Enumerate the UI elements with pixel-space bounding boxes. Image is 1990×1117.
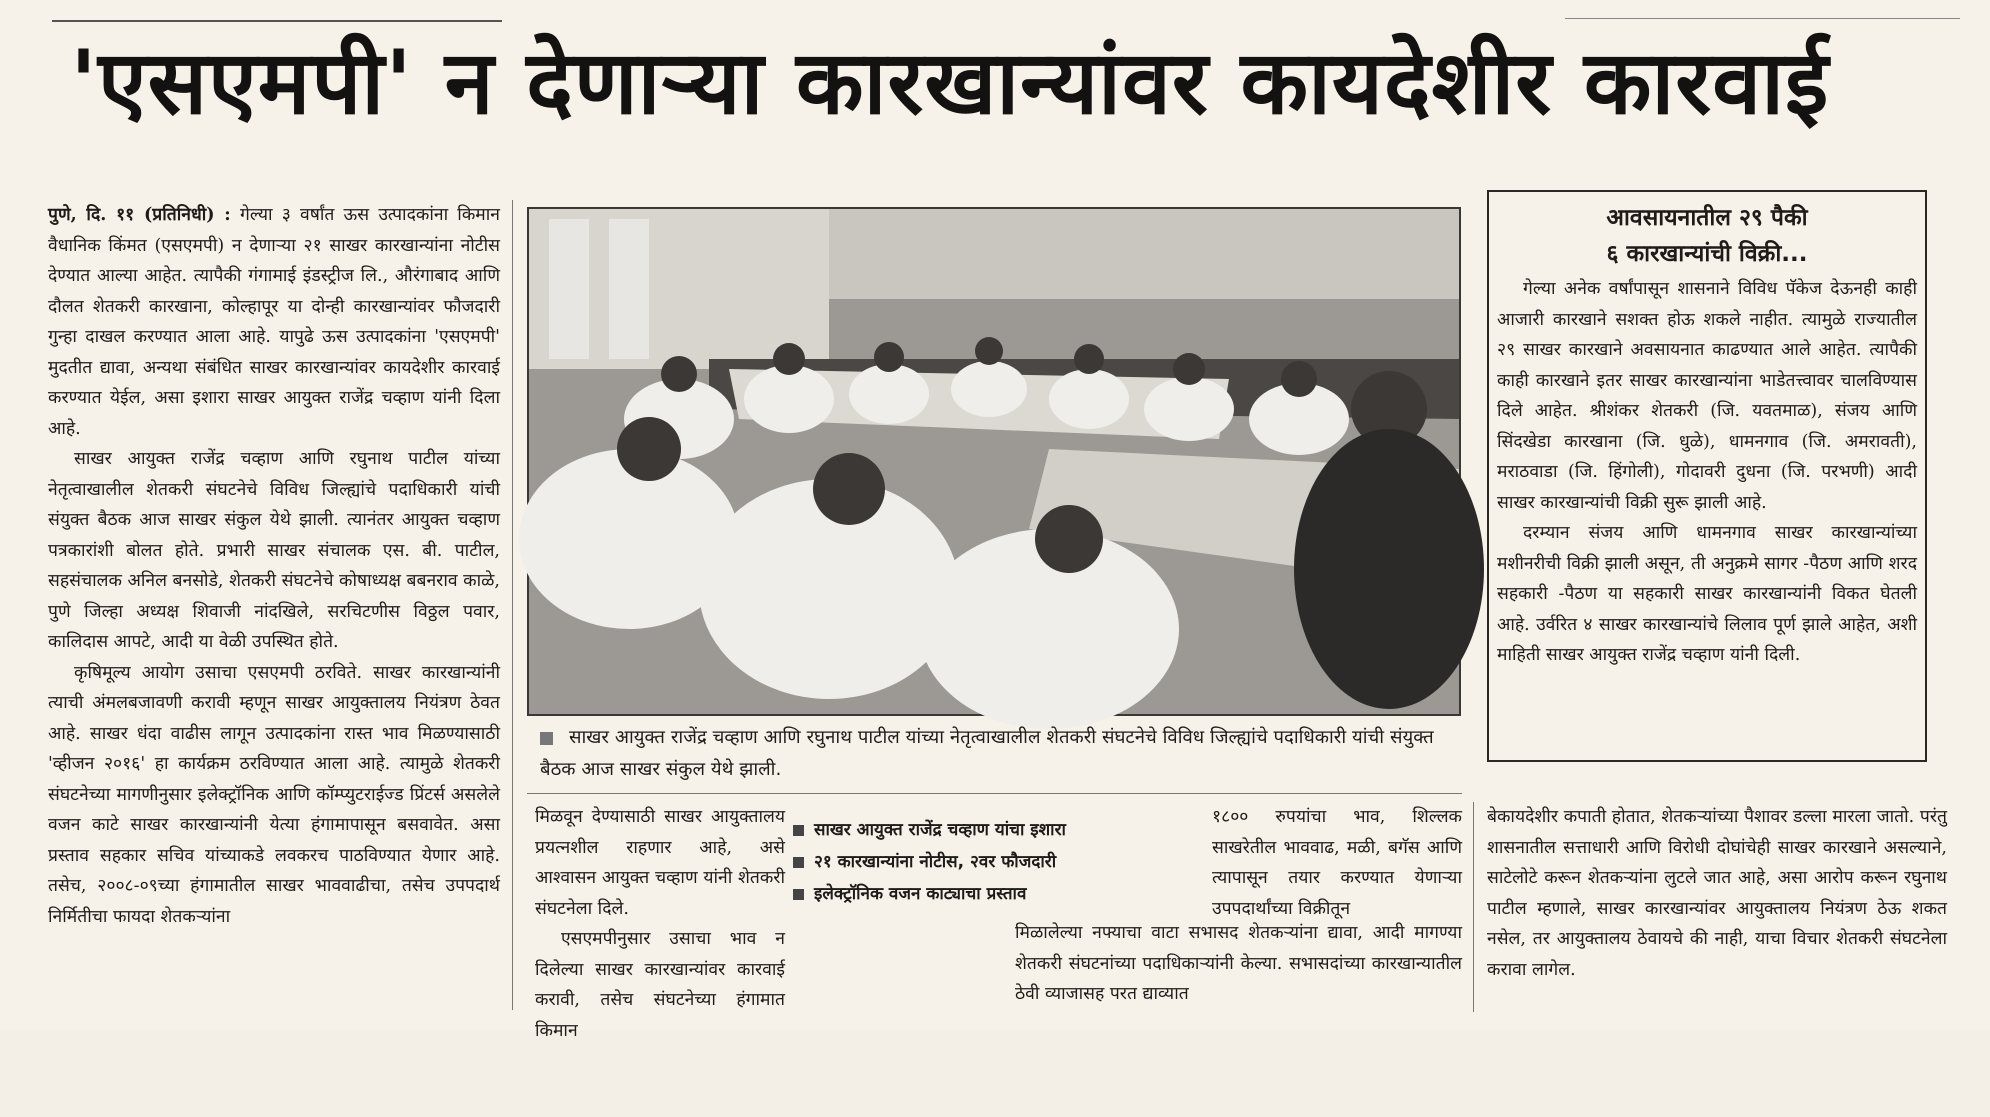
highlight-item: [793, 814, 1193, 846]
highlights-box: [793, 814, 1193, 910]
article-column-2: [535, 802, 785, 1041]
bullet-square-icon: [793, 825, 804, 836]
sidebar-paragraph-2: दरम्यान संजय आणि धामनगाव साखर कारखान्यांच्या मशीनरीची विक्री झाली असून, ती अनुक्रमे सागर -पैठण आणि शरद सहकारी -पैठण या सहकारी साखर कारखान्यांनी विकत घेतली आहे. उर्वरित ४ साखर कारखान्यांचे लिलाव पूर्ण झाले आहेत, अशी माहिती साखर आयुक्त राजेंद्र चव्हाण यांनी दिली.: [1497, 523, 1917, 665]
top-rule: [52, 20, 502, 22]
highlight-text: २१ कारखान्यांना नोटीस, २वर फौजदारी: [814, 852, 1057, 872]
dateline: पुणे, दि. ११ (प्रतिनिधी) :: [48, 205, 231, 225]
col3-paragraph-1: १८०० रुपयांचा भाव, शिल्लक साखरेतील भाववाढ, मळी, बगॅस आणि त्यापासून तयार करण्यात येणाऱ्या उपपदार्थांच्या विक्रीतून: [1212, 807, 1462, 919]
highlight-text: साखर आयुक्त राजेंद्र चव्हाण यांचा इशारा: [814, 820, 1066, 840]
photo-caption: [540, 722, 1460, 786]
paragraph-1: गेल्या ३ वर्षांत ऊस उत्पादकांना किमान वैधानिक किंमत (एसएमपी) न देणाऱ्या २१ साखर कारखान्यांना नोटीस देण्यात आल्या आहेत. त्यापैकी गंगामाई इंडस्ट्रीज लि., औरंगाबाद आणि दौलत शेतकरी कारखाना, कोल्हापूर या दोन्ही कारखान्यांवर फौजदारी गुन्हा दाखल करण्यात आला आहे. यापुढे ऊस उत्पादकांना 'एसएमपी' मुदतीत द्यावा, अन्यथा संबंधित साखर कारखान्यांवर कायदेशीर कारवाई करण्यात येईल, असा इशारा साखर आयुक्त राजेंद्र चव्हाण यांनी दिला आहे.: [48, 205, 500, 439]
column-divider: [1473, 802, 1474, 1012]
bullet-square-icon: [793, 889, 804, 900]
photo-caption-text: साखर आयुक्त राजेंद्र चव्हाण आणि रघुनाथ पाटील यांच्या नेतृत्वाखालील शेतकरी संघटनेचे विविध जिल्ह्यांचे पदाधिकारी यांची संयुक्त बैठक आज साखर संकुल येथे झाली.: [540, 727, 1434, 780]
article-column-3-top: [1212, 802, 1462, 920]
sidebar-paragraph-1: गेल्या अनेक वर्षांपासून शासनाने विविध पॅकेज देऊनही काही आजारी कारखाने सशक्त होऊ शकले नाहीत. त्यामुळे राज्यातील २९ साखर कारखाने अवसायनात काढण्यात आले आहेत. त्यापैकी काही कारखाने इतर साखर कारखान्यांना भाडेतत्त्वावर चालविण्यास दिले आहेत. श्रीशंकर शेतकरी (जि. यवतमाळ), संजय आणि सिंदखेडा कारखाना (जि. धुळे), धामनगाव (जि. अमरावती), मराठवाडा (जि. हिंगोली), गोदावरी दुधना (जि. परभणी) आदी साखर कारखान्यांची विक्री सुरू झाली आहे.: [1497, 279, 1917, 513]
top-rule-right: [1565, 18, 1960, 19]
sidebar-box-title: [1489, 200, 1925, 272]
highlight-item: [793, 878, 1193, 910]
sidebar-box-body: [1497, 274, 1917, 671]
article-column-3-bottom: [1015, 918, 1462, 1012]
highlight-text: इलेक्ट्रॉनिक वजन काट्याचा प्रस्ताव: [814, 884, 1027, 904]
article-column-1: [48, 200, 500, 1010]
headline: 'एसएमपी' न देणाऱ्या कारखान्यांवर कायदेशीर कारवाई: [70, 31, 1830, 134]
col3-paragraph-2: मिळालेल्या नफ्याचा वाटा सभासद शेतकऱ्यांना द्यावा, आदी मागण्या शेतकरी संघटनांच्या पदाधिकाऱ्यांनी केल्या. सभासदांच्या कारखान्यातील ठेवी व्याजासह परत द्याव्यात: [1015, 923, 1462, 1004]
meeting-photo-illustration: [529, 209, 1459, 714]
caption-bullet-icon: [540, 732, 553, 745]
highlight-item: [793, 846, 1193, 878]
caption-rule: [527, 793, 1462, 794]
meeting-photo: [527, 207, 1461, 716]
column-divider: [512, 200, 513, 1010]
bullet-square-icon: [793, 857, 804, 868]
sidebar-title-line-1: आवसायनातील २९ पैकी: [1606, 205, 1808, 231]
paragraph-3: कृषिमूल्य आयोग उसाचा एसएमपी ठरविते. साखर कारखान्यांनी त्याची अंमलबजावणी करावी म्हणून साखर आयुक्तालय नियंत्रण ठेवत आहे. साखर धंदा वाढीस लागून उत्पादकांना रास्त भाव मिळण्यासाठी 'व्हीजन २०१६' हा कार्यक्रम ठरविण्यात आला आहे. त्यामुळे शेतकरी संघटनेच्या मागणीनुसार इलेक्ट्रॉनिक आणि कॉम्प्युटराईज्ड प्रिंटर्स असलेले वजन काटे साखर कारखान्यांनी येत्या हंगामापासून बसवावेत. असा प्रस्ताव सहकार सचिव यांच्याकडे लवकरच पाठविण्यात येणार आहे. तसेच, २००८-०९च्या हंगामातील साखर भाववाढीचा, तसेच उपपदार्थ निर्मितीचा फायदा शेतकऱ्यांना: [48, 662, 500, 927]
article-column-4: [1487, 802, 1947, 1002]
paragraph-2: साखर आयुक्त राजेंद्र चव्हाण आणि रघुनाथ पाटील यांच्या नेतृत्वाखालील शेतकरी संघटनेचे विविध जिल्ह्यांचे पदाधिकारी यांची संयुक्त बैठक आज साखर संकुल येथे झाली. त्यानंतर आयुक्त चव्हाण पत्रकारांशी बोलत होते. प्रभारी साखर संचालक एस. बी. पाटील, सहसंचालक अनिल बनसोडे, शेतकरी संघटनेचे कोषाध्यक्ष बबनराव काळे, पुणे जिल्हा अध्यक्ष शिवाजी नांदखिले, सरचिटणीस विठ्ठल पवार, कालिदास आपटे, आदी या वेळी उपस्थित होते.: [48, 449, 500, 652]
col4-paragraph-1: बेकायदेशीर कपाती होतात, शेतकऱ्यांच्या पैशावर डल्ला मारला जातो. परंतु शासनातील सत्ताधारी आणि विरोधी दोघांचेही साखर कारखाने असल्याने, साटेलोटे करून शेतकऱ्यांना लुटले जात आहे, असा आरोप करून रघुनाथ पाटील म्हणाले, साखर कारखान्यांवर आयुक्तालय नियंत्रण ठेऊ शकत नसेल, तर आयुक्तालय ठेवायचे की नाही, याचा विचार शेतकरी संघटनेला करावा लागेल.: [1487, 807, 1947, 980]
col2-paragraph-2: एसएमपीनुसार उसाचा भाव न दिलेल्या साखर कारखान्यांवर कारवाई करावी, तसेच संघटनेच्या हंगामात किमान: [535, 929, 785, 1041]
sidebar-title-line-2: ६ कारखान्यांची विक्री...: [1606, 241, 1808, 267]
sidebar-box: [1487, 190, 1927, 762]
col2-paragraph-1: मिळवून देण्यासाठी साखर आयुक्तालय प्रयत्नशील राहणार आहे, असे आश्वासन आयुक्त चव्हाण यांनी शेतकरी संघटनेला दिले.: [535, 807, 785, 919]
